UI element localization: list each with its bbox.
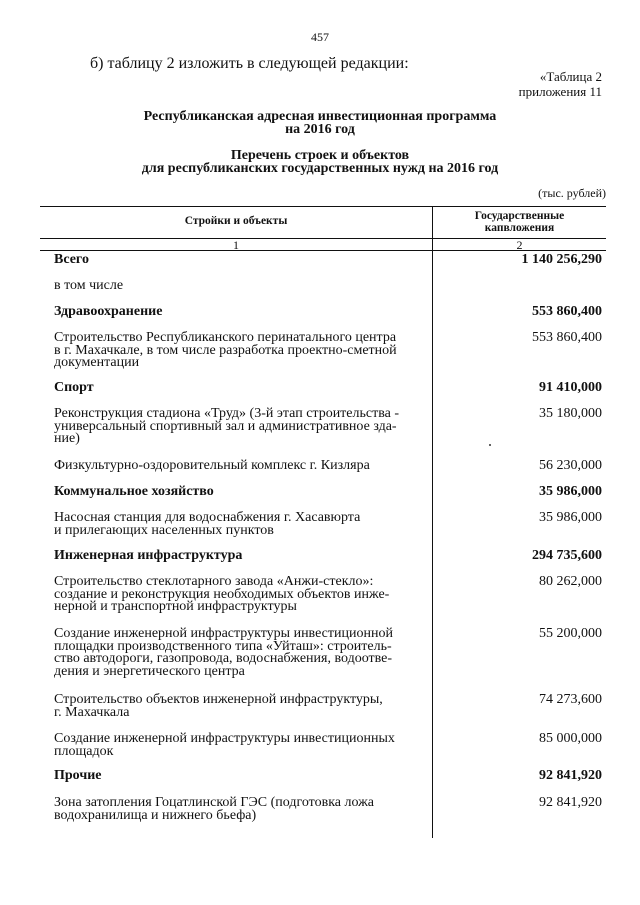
table-row: Инженерная инфраструктура xyxy=(54,548,243,563)
table-row: Реконструкция стадиона «Труд» (3-й этап строительства - универсальный спортивный зал и административное зда- ние) xyxy=(54,406,400,446)
table-row: Здравоохранение xyxy=(54,304,163,319)
table-ref-line1: «Таблица 2 xyxy=(539,69,602,84)
table-row: Физкультурно-оздоровительный комплекс г. Кизляра xyxy=(54,458,370,473)
page-number: 457 xyxy=(311,30,329,44)
row-value: 80 262,000 xyxy=(539,574,602,589)
table-row: в том числе xyxy=(54,278,124,293)
row-value: 553 860,400 xyxy=(532,330,602,345)
table-column-divider xyxy=(432,206,433,838)
row-value: 35 986,000 xyxy=(539,484,602,499)
table-row: Зона затопления Гоцатлинской ГЭС (подготовка ложа водохранилища и нижнего бьефа) xyxy=(54,795,375,823)
column-header-investments xyxy=(433,210,606,234)
row-value: 91 410,000 xyxy=(539,380,602,395)
table-row: Строительство Республиканского перинатального центра в г. Махачкале, в том числе разработка проектно-сметной документации xyxy=(54,330,397,370)
table-row: Прочие xyxy=(54,768,102,783)
column-header-investments-line1: Государственные xyxy=(474,210,565,222)
row-value: 35 180,000 xyxy=(539,406,602,421)
row-value: 294 735,600 xyxy=(532,548,602,563)
table-top-rule xyxy=(40,206,606,207)
row-value: 553 860,400 xyxy=(532,304,602,319)
row-value: 35 986,000 xyxy=(539,510,602,525)
units-label: (тыс. рублей) xyxy=(538,186,606,200)
table-ref-line2: приложения 11 xyxy=(518,84,602,99)
row-value: 92 841,920 xyxy=(539,795,602,810)
row-value: 74 273,600 xyxy=(539,692,602,707)
stray-mark xyxy=(489,444,491,446)
list-subtitle: для республиканских государственных нужд на 2016 год xyxy=(141,161,499,176)
column-number-2: 2 xyxy=(516,238,523,252)
row-value: 55 200,000 xyxy=(539,626,602,641)
row-value: 92 841,920 xyxy=(539,768,602,783)
column-header-investments-line2: капвложения xyxy=(484,222,555,234)
table-row: Строительство объектов инженерной инфраструктуры, г. Махачкала xyxy=(54,692,383,720)
table-row: Создание инженерной инфраструктуры инвестиционной площадки производственного типа «Уйташ»: строитель- ство автодороги, газопровода, водоснабжения, водоотве- дения и энергетического центра xyxy=(54,626,393,679)
row-value: 1 140 256,290 xyxy=(521,252,602,267)
table-row: Насосная станция для водоснабжения г. Хасавюрта и прилегающих населенных пунктов xyxy=(54,510,361,538)
list-title: Перечень строек и объектов xyxy=(230,148,410,163)
column-number-1: 1 xyxy=(233,238,239,252)
table-reference xyxy=(519,69,602,99)
program-title: Республиканская адресная инвестиционная программа xyxy=(143,109,497,124)
table-row: Спорт xyxy=(54,380,94,395)
intro-text: б) таблицу 2 изложить в следующей редакции: xyxy=(90,55,409,72)
program-title-year: на 2016 год xyxy=(285,122,355,137)
table-row: Строительство стеклотарного завода «Анжи-стекло»: создание и реконструкция необходимых объектов инже- нерной и транспортной инфраструктуры xyxy=(54,574,390,614)
table-row: Создание инженерной инфраструктуры инвестиционных площадок xyxy=(54,731,395,759)
row-value: 56 230,000 xyxy=(539,458,602,473)
column-header-objects: Стройки и объекты xyxy=(184,215,288,227)
table-row: Всего xyxy=(54,252,89,267)
row-value: 85 000,000 xyxy=(539,731,602,746)
table-row: Коммунальное хозяйство xyxy=(54,484,214,499)
